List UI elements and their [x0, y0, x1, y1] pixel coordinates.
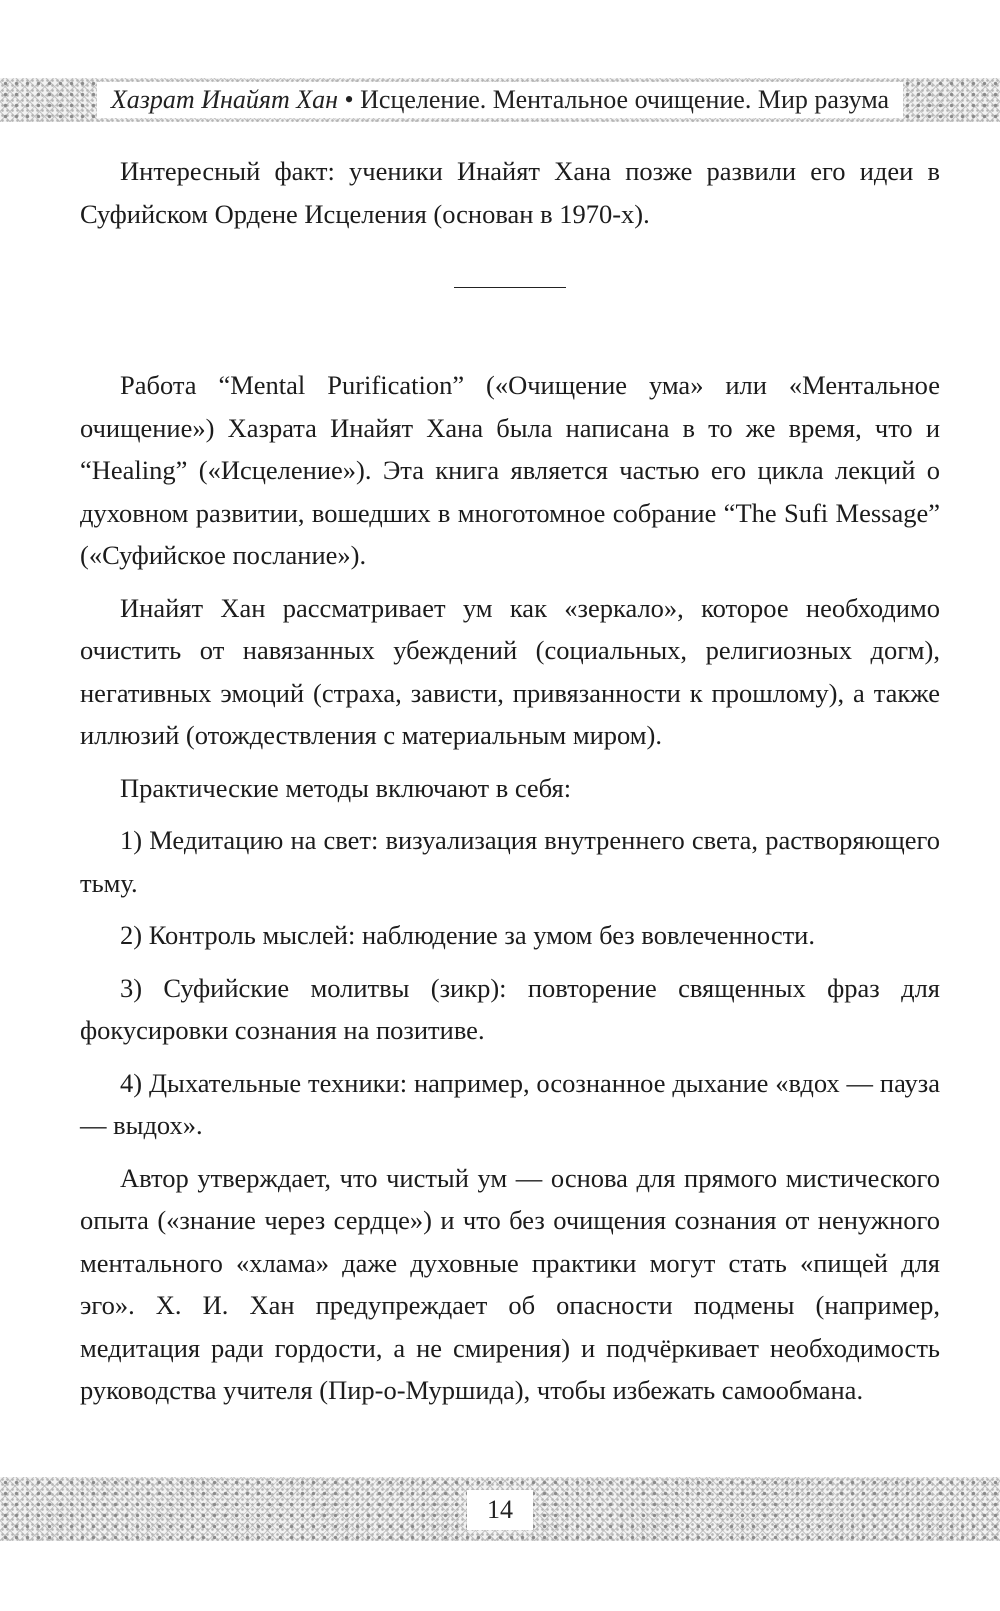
paragraph-author-claims: Автор утверждает, что чистый ум — основа для прямого мистического опыта («знание через сердце») и что без очищения сознания от ненужного ментального «хлама» даже духовные практики могут стать «пищей для эго». Х. И. Хан предупреждает об опасности подмены (например, медитация ради гордости, а не смирения) и подчёркивает необходимость руководства учителя (Пир-о-Муршида), чтобы избежать самообмана. [80, 1162, 940, 1405]
paragraph-methods-intro: Практические методы включают в себя: [120, 772, 572, 803]
running-header [0, 82, 1000, 118]
paragraph-mind-mirror: Инайят Хан рассматривает ум как «зеркало», которое необходимо очистить от навязанных убеждений (социальных, религиозных догм), негативных эмоций (страха, зависти, привязанности к прошлому), а также иллюзий (отождествления с материальным миром). [80, 592, 940, 750]
list-item-method-4: 4) Дыхательные техники: например, осознанное дыхание «вдох — пауза — выдох». [80, 1067, 940, 1140]
section-separator [454, 287, 566, 288]
header-bullet: • [344, 85, 354, 114]
paragraph-mental-purification-intro: Работа “Mental Purification” («Очищение ума» или «Ментальное очищение») Хазрата Инайят Хана была написана в то же время, что и “Healing” («Исцеление»). Эта книга является частью его цикла лекций о духовном развитии, вошедших в многотомное собрание “The Sufi Message” («Суфийское послание»). [80, 370, 940, 570]
list-item-method-3: 3) Суфийские молитвы (зикр): повторение священных фраз для фокусировки сознания на позитиве. [80, 972, 940, 1045]
list-item-method-1: 1) Медитацию на свет: визуализация внутреннего света, растворяющего тьму. [80, 825, 940, 898]
paragraph-interesting-fact: Интересный факт: ученики Инайят Хана позже развили его идеи в Суфийском Ордене Исцеления (основан в 1970-х). [80, 156, 940, 229]
header-book-title: Исцеление. Ментальное очищение. Мир разума [360, 85, 890, 114]
page-body [80, 150, 940, 1412]
page-number: 14 [467, 1490, 533, 1530]
header-author: Хазрат Инайят Хан [110, 85, 339, 114]
list-item-method-2: 2) Контроль мыслей: наблюдение за умом без вовлеченности. [120, 920, 815, 950]
